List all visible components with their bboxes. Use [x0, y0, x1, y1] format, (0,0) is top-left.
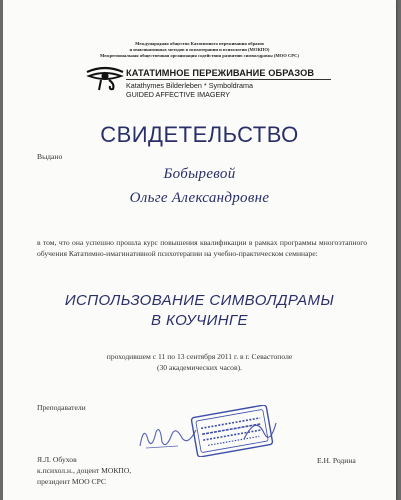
seminar-dates: проходившем с 11 по 13 сентября 2011 г. в г. Севастополе [106, 352, 293, 361]
recipient-surname: Бобыревой [163, 166, 236, 182]
eye-of-horus-icon [85, 66, 125, 92]
brand-divider [126, 79, 331, 80]
association-line-2: и имагинативных методов в психотерапии и психологии (МОКПО) [129, 47, 270, 52]
organization-stamp [186, 405, 278, 457]
course-title-line-1: ИСПОЛЬЗОВАНИЕ СИМВОЛДРАМЫ [64, 292, 335, 309]
teachers-label: Преподаватели [37, 403, 86, 412]
signatory-right-name: Е.Н. Родина [317, 456, 356, 465]
signatory-left [37, 455, 131, 487]
certificate-body-text: в том, что она успешно прошла курс повышения квалификации в рамках программы многоэтапного обучения Кататимно-имагинативной психотерапии на учебно-практическом семинаре: [37, 238, 367, 258]
brand-subtitle-2: GUIDED AFFECTIVE IMAGERY [126, 90, 231, 99]
association-line-3: Межрегиональная общественная организация содействия развитию символдрамы (МОО СРС) [99, 53, 299, 58]
seminar-hours: (30 академических часов). [156, 363, 242, 372]
issued-label: Выдано [37, 152, 63, 161]
brand-subtitle-1: Katathymes Bilderleben * Symboldrama [126, 81, 254, 90]
signatory-left-name: Я.Л. Обухов [37, 455, 77, 464]
association-line-1: Международная общество Кататимного переживания образов [135, 41, 264, 46]
brand-block [126, 68, 331, 99]
course-title-line-2: В КОУЧИНГЕ [151, 312, 248, 329]
certificate-sheet [3, 0, 396, 500]
certificate-title: СВИДЕТЕЛЬСТВО [100, 122, 299, 147]
brand-title: КАТАТИМНОЕ ПЕРЕЖИВАНИЕ ОБРАЗОВ [126, 68, 315, 78]
signatory-left-title-1: к.психол.н., доцент МОКПО, [37, 465, 132, 475]
recipient-name: Ольге Александровне [129, 190, 270, 206]
signatory-left-title-2: президент МОО СРС [37, 476, 106, 486]
